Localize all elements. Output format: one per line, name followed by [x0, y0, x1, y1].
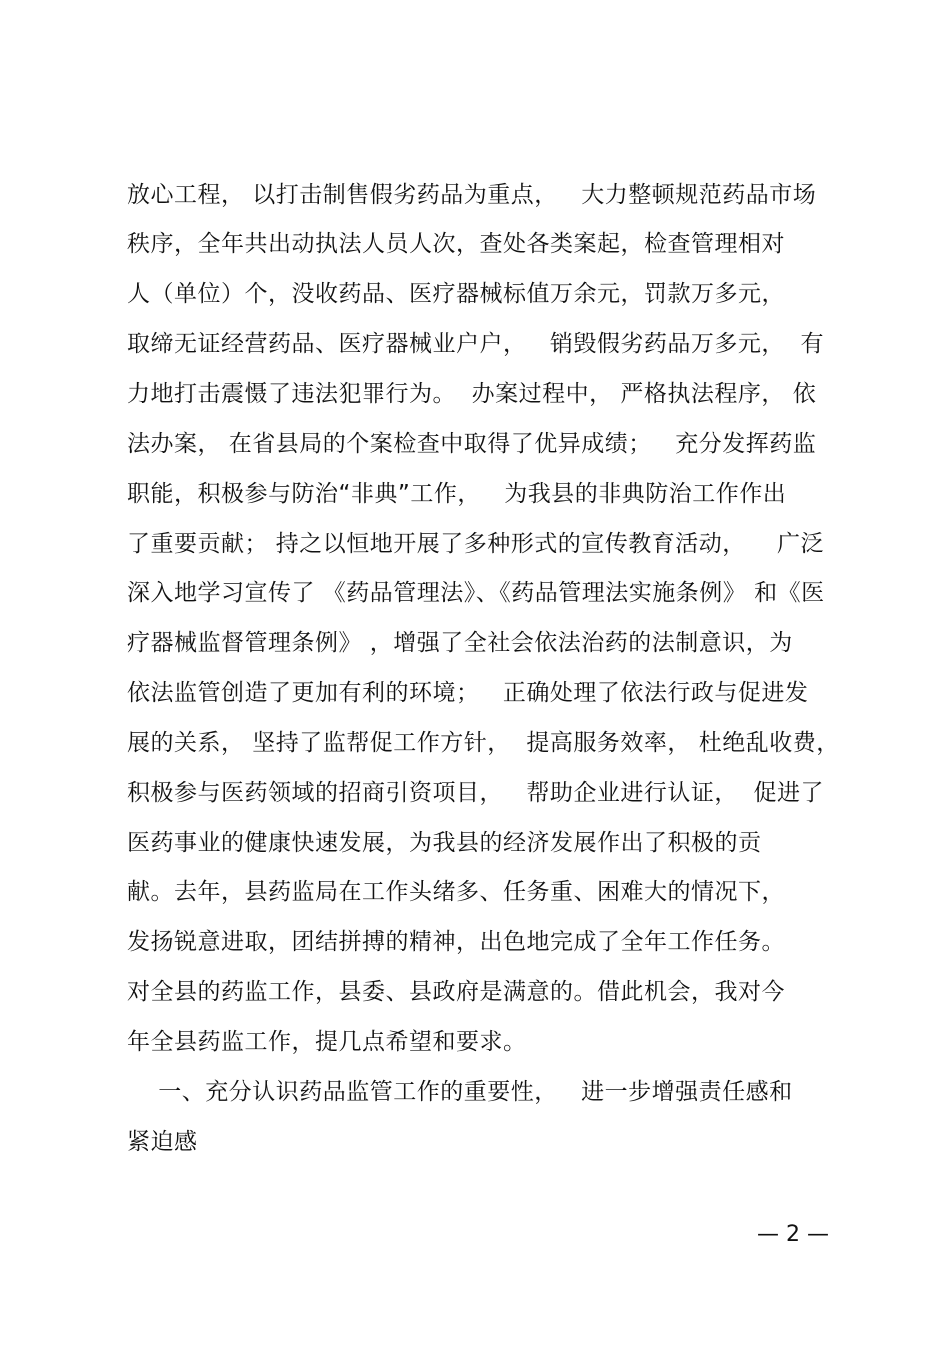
body-text-line: 秩序，全年共出动执法人员人次，查处各类案起，检查管理相对: [127, 231, 785, 257]
body-text-line: 人（单位）个，没收药品、医疗器械标值万余元，罚款万多元，: [127, 281, 785, 307]
body-text-line: 了重要贡献； 持之以恒地开展了多种形式的宣传教育活动， 广泛: [127, 531, 825, 557]
body-text-line: 深入地学习宣传了 《药品管理法》、《药品管理法实施条例》 和《医: [127, 580, 825, 606]
body-text-line: 力地打击震慑了违法犯罪行为。 办案过程中， 严格执法程序， 依: [127, 381, 817, 407]
body-text-line: 对全县的药监工作，县委、县政府是满意的。借此机会，我对今: [127, 979, 785, 1005]
body-text-line: 积极参与医药领域的招商引资项目， 帮助企业进行认证， 促进了: [127, 780, 825, 806]
body-text-line: 医药事业的健康快速发展，为我县的经济发展作出了积极的贡: [127, 830, 762, 856]
body-text-line: 放心工程， 以打击制售假劣药品为重点， 大力整顿规范药品市场: [127, 182, 817, 208]
body-text-line: 依法监管创造了更加有利的环境； 正确处理了依法行政与促进发: [127, 680, 809, 706]
body-text-line: 献。去年，县药监局在工作头绪多、任务重、困难大的情况下，: [127, 879, 785, 905]
body-text-line: 年全县药监工作，提几点希望和要求。: [127, 1029, 527, 1055]
page-number: — 2 —: [757, 1222, 829, 1247]
body-text-line: 疗器械监督管理条例》 ，增强了全社会依法治药的法制意识，为: [127, 630, 793, 656]
section-heading-line: 一、充分认识药品监管工作的重要性， 进一步增强责任感和: [127, 1079, 793, 1105]
body-text-line: 展的关系， 坚持了监帮促工作方针， 提高服务效率， 杜绝乱收费，: [127, 730, 840, 756]
body-text-line: 法办案， 在省县局的个案检查中取得了优异成绩； 充分发挥药监: [127, 431, 817, 457]
body-text-line: 发扬锐意进取，团结拼搏的精神，出色地完成了全年工作任务。: [127, 929, 785, 955]
section-heading-line: 紧迫感: [127, 1129, 198, 1155]
body-text-line: 取缔无证经营药品、医疗器械业户户， 销毁假劣药品万多元， 有: [127, 331, 825, 357]
body-text-line: 职能，积极参与防治“非典”工作， 为我县的非典防治工作作出: [127, 481, 787, 507]
